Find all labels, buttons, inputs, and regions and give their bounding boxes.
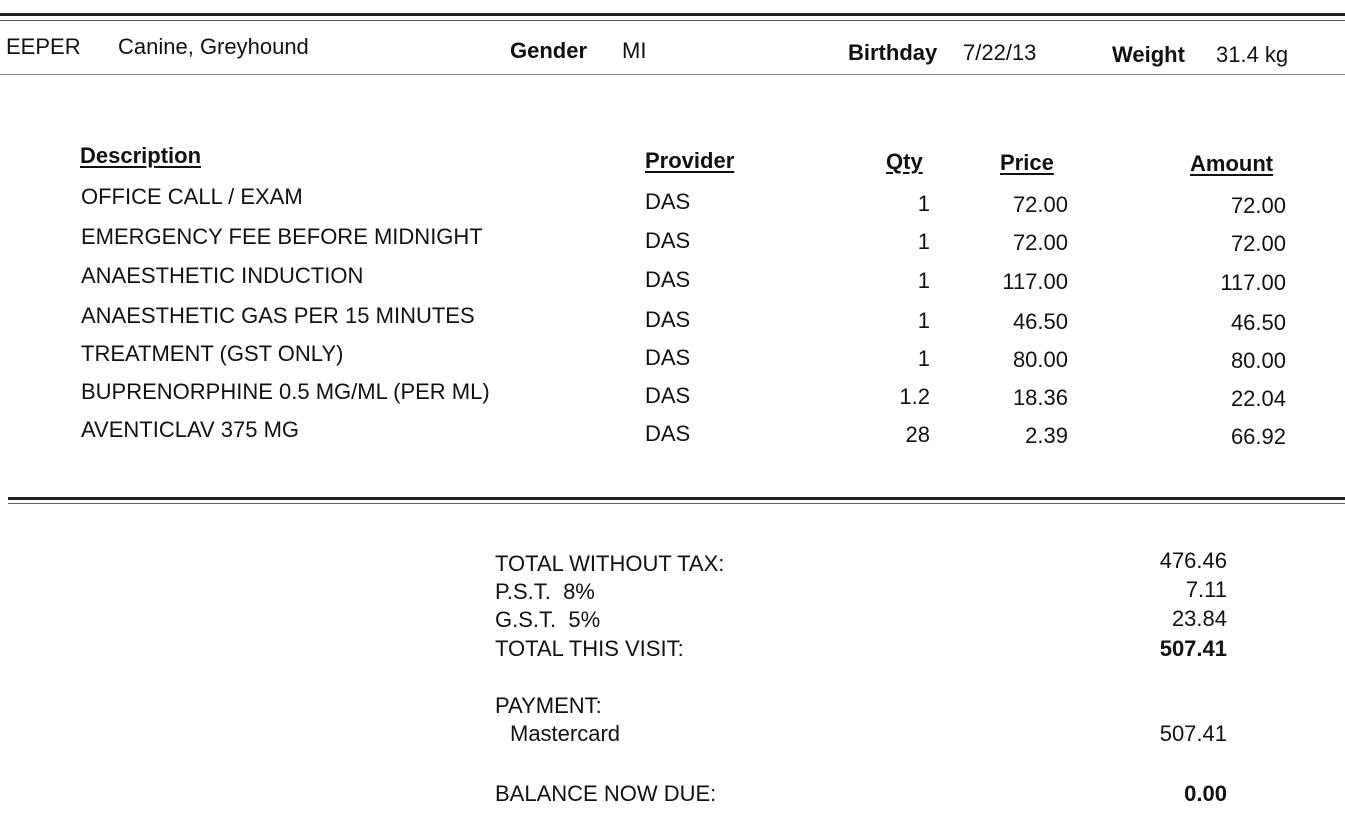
- row-price: 72.00: [1012, 192, 1068, 217]
- gender-label: Gender: [510, 38, 588, 63]
- weight-label: Weight: [1112, 42, 1185, 67]
- top-rule: [0, 13, 1345, 16]
- gst-label: G.S.T. 5%: [495, 607, 601, 632]
- weight-value: 31.4 kg: [1216, 42, 1289, 67]
- row-qty: 1.2: [899, 384, 930, 409]
- row-provider: DAS: [645, 345, 691, 370]
- total-this-visit-label: TOTAL THIS VISIT:: [495, 636, 684, 661]
- payment-amount: 507.41: [1159, 721, 1227, 746]
- row-price: 117.00: [1002, 269, 1068, 294]
- row-provider: DAS: [645, 383, 691, 408]
- col-header-amount: Amount: [1190, 151, 1274, 176]
- totals-separator-thin: [8, 503, 1345, 504]
- patient-species-breed: Canine, Greyhound: [118, 34, 309, 59]
- totals-separator: [8, 497, 1345, 500]
- row-qty: 28: [905, 422, 930, 447]
- birthday-value: 7/22/13: [963, 40, 1037, 65]
- row-provider: DAS: [645, 189, 691, 214]
- row-provider: DAS: [645, 228, 691, 253]
- row-provider: DAS: [645, 307, 691, 332]
- row-qty: 1: [917, 268, 930, 293]
- row-qty: 1: [917, 191, 930, 216]
- row-provider: DAS: [645, 267, 691, 292]
- row-description: BUPRENORPHINE 0.5 MG/ML (PER ML): [81, 379, 490, 404]
- birthday-label: Birthday: [848, 40, 938, 65]
- row-amount: 22.04: [1230, 386, 1286, 411]
- row-description: OFFICE CALL / EXAM: [81, 184, 303, 209]
- row-price: 80.00: [1012, 347, 1068, 372]
- gst-value: 23.84: [1171, 606, 1227, 631]
- row-amount: 72.00: [1230, 193, 1286, 218]
- header-underline: [0, 74, 1345, 75]
- total-without-tax-value: 476.46: [1159, 548, 1227, 573]
- row-description: ANAESTHETIC GAS PER 15 MINUTES: [81, 303, 475, 328]
- payment-label: PAYMENT:: [495, 693, 602, 718]
- top-rule-thin: [0, 20, 1345, 21]
- row-amount: 72.00: [1230, 231, 1286, 256]
- row-description: ANAESTHETIC INDUCTION: [81, 263, 364, 288]
- patient-name: EEPER: [6, 34, 81, 59]
- row-provider: DAS: [645, 421, 691, 446]
- col-header-price: Price: [1000, 150, 1054, 175]
- row-amount: 80.00: [1230, 348, 1286, 373]
- gender-value: MI: [622, 38, 647, 63]
- total-this-visit-value: 507.41: [1159, 636, 1227, 661]
- balance-label: BALANCE NOW DUE:: [495, 781, 717, 806]
- row-description: AVENTICLAV 375 MG: [81, 417, 300, 442]
- payment-method: Mastercard: [510, 721, 621, 746]
- row-amount: 46.50: [1230, 310, 1286, 335]
- total-without-tax-label: TOTAL WITHOUT TAX:: [495, 551, 725, 576]
- row-qty: 1: [917, 346, 930, 371]
- row-price: 72.00: [1012, 230, 1068, 255]
- col-header-description: Description: [80, 143, 202, 168]
- row-qty: 1: [917, 229, 930, 254]
- row-description: TREATMENT (GST ONLY): [81, 341, 344, 366]
- pst-value: 7.11: [1185, 577, 1227, 602]
- balance-value: 0.00: [1184, 781, 1227, 806]
- pst-label: P.S.T. 8%: [495, 579, 595, 604]
- row-description: EMERGENCY FEE BEFORE MIDNIGHT: [81, 224, 483, 249]
- col-header-qty: Qty: [886, 149, 923, 174]
- row-price: 18.36: [1012, 385, 1068, 410]
- row-amount: 66.92: [1230, 424, 1286, 449]
- col-header-provider: Provider: [645, 148, 735, 173]
- row-price: 2.39: [1025, 423, 1068, 448]
- row-qty: 1: [917, 308, 930, 333]
- row-amount: 117.00: [1220, 270, 1286, 295]
- row-price: 46.50: [1012, 309, 1068, 334]
